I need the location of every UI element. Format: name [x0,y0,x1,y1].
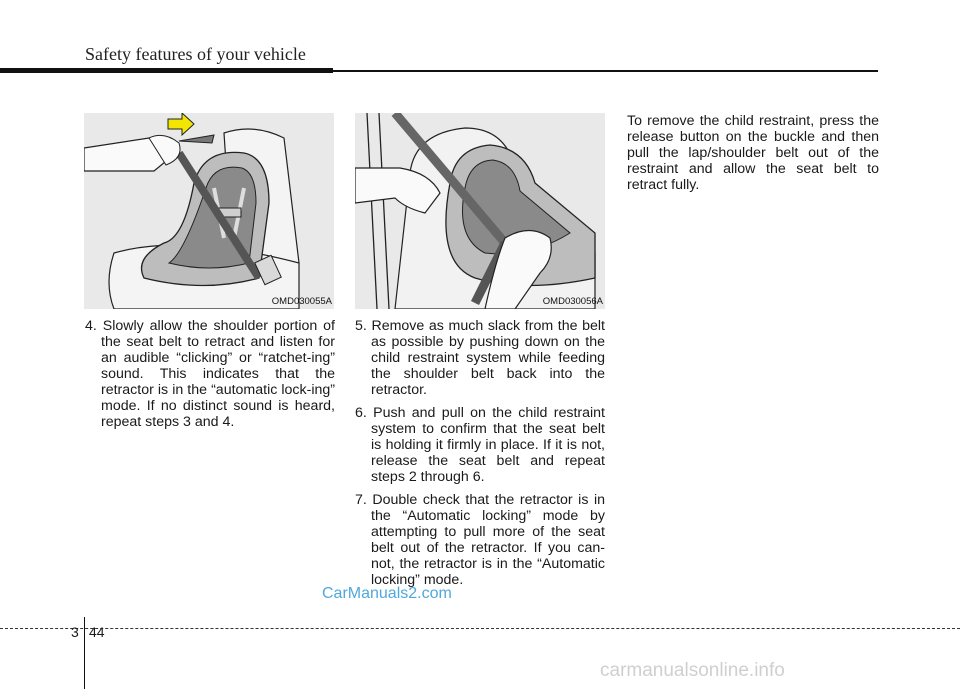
figure-code: OMD030056A [542,296,603,307]
figure-remove-slack [355,113,605,309]
section-number: 3 [71,624,79,640]
step-5: 5. Remove as much slack from the belt as possible by pushing down on the child restraint system while feeding the shoulder belt back into the retractor. [355,318,605,398]
header-rule-thick [0,68,333,73]
header-rule-thin [333,70,878,72]
column-middle [355,318,605,595]
step-7: 7. Double check that the retractor is in the “Automatic locking” mode by attempting to pull more of the seat belt out of the retractor. If you can-not, the retractor is in the “Automatic locking” mode. [355,492,605,588]
figure-shoulder-belt-retract [84,113,334,309]
footer-site-watermark: carmanualsonline.info [600,660,785,681]
step-4: 4. Slowly allow the shoulder portion of the seat belt to retract and listen for an audible “clicking” or “ratchet-ing” sound. This indicates that the retractor is in the “automatic lock-ing” mode. If no distinct sound is heard, repeat steps 3 and 4. [85,318,335,430]
footer-vertical-rule [84,617,85,689]
figure-code: OMD030055A [271,296,332,307]
step-6: 6. Push and pull on the child restraint system to confirm that the seat belt is holding it firmly in place. If it is not, release the seat belt and repeat steps 2 through 6. [355,405,605,485]
column-left [85,318,335,437]
remove-child-restraint-paragraph: To remove the child restraint, press the release button on the buckle and then pull the lap/shoulder belt out of the restraint and allow the seat belt to retract fully. [627,113,879,193]
watermark-link[interactable]: CarManuals2.com [322,585,452,602]
page-number: 44 [89,624,105,640]
page-title: Safety features of your vehicle [85,44,306,64]
column-right [627,113,879,193]
child-seat-push-illustration [355,113,605,309]
footer-dashed-rule [0,628,960,629]
child-seat-illustration [84,113,334,309]
